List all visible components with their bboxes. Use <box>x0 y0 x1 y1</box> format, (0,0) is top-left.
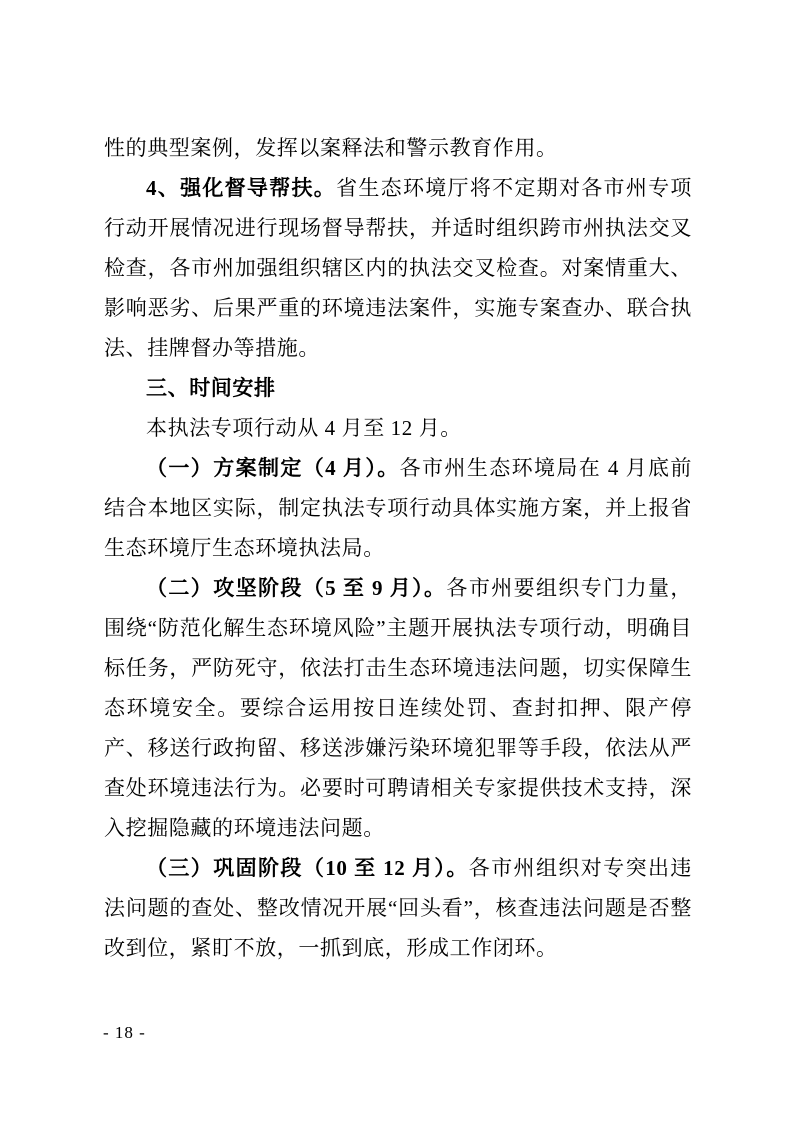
document-body <box>104 128 692 968</box>
page-number: - 18 - <box>103 1023 146 1042</box>
paragraph-phase-3-consolidation <box>104 848 692 968</box>
paragraph-item-4-supervision <box>104 168 692 368</box>
paragraph-schedule-intro <box>104 408 692 448</box>
paragraph-text: 各市州组织对专突出违法问题的查处、整改情况开展“回头看”，核查违法问题是否整改到位，紧盯不放，一抓到底，形成工作闭环。 <box>104 856 693 960</box>
paragraph-continuation <box>104 128 692 168</box>
paragraph-lead-bold: （二）攻坚阶段（5 至 9 月）。 <box>146 576 447 600</box>
heading-section-3-schedule <box>104 368 692 408</box>
paragraph-phase-1-planning <box>104 448 692 568</box>
paragraph-text: 性的典型案例，发挥以案释法和警示教育作用。 <box>104 136 558 160</box>
paragraph-text: 省生态环境厅将不定期对各市州专项行动开展情况进行现场督导帮扶，并适时组织跨市州执法交叉检查，各市州加强组织辖区内的执法交叉检查。对案情重大、影响恶劣、后果严重的环境违法案件，实施专案查办、联合执法、挂牌督办等措施。 <box>104 176 692 360</box>
paragraph-text: 本执法专项行动从 4 月至 12 月。 <box>146 416 462 440</box>
paragraph-lead-bold: （一）方案制定（4 月）。 <box>146 456 400 480</box>
paragraph-lead-bold: 三、时间安排 <box>146 376 276 400</box>
paragraph-text: 各市州要组织专门力量，围绕“防范化解生态环境风险”主题开展执法专项行动，明确目标任务，严防死守，依法打击生态环境违法问题，切实保障生态环境安全。要综合运用按日连续处罚、查封扣押、限产停产、移送行政拘留、移送涉嫌污染环境犯罪等手段，依法从严查处环境违法行为。必要时可聘请相关专家提供技术支持，深入挖掘隐藏的环境违法问题。 <box>104 576 692 840</box>
paragraph-phase-2-attack <box>104 568 692 848</box>
paragraph-text: 各市州生态环境局在 4 月底前结合本地区实际，制定执法专项行动具体实施方案，并上报省生态环境厅生态环境执法局。 <box>104 456 692 560</box>
paragraph-lead-bold: （三）巩固阶段（10 至 12 月）。 <box>146 856 469 880</box>
paragraph-lead-bold: 4、强化督导帮扶。 <box>146 176 337 200</box>
